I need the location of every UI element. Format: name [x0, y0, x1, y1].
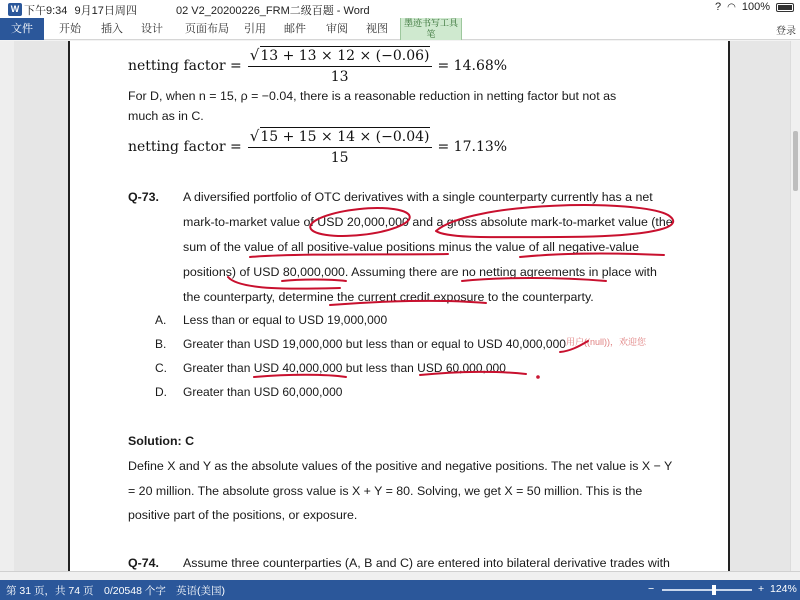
option-letter: D.: [155, 385, 167, 399]
battery-icon: [776, 3, 794, 12]
option-text: Greater than USD 19,000,000 but less than or equal to USD 40,000,000: [183, 337, 566, 351]
formula-lhs: netting factor =: [128, 57, 242, 74]
sqrt-symbol: √: [249, 127, 260, 145]
formula-result: = 17.13%: [437, 138, 508, 155]
formula-netting-c: [128, 46, 507, 85]
system-title-bar: [0, 0, 800, 18]
formula-lhs: netting factor =: [128, 138, 242, 155]
solution-line: Define X and Y as the absolute values of the positive and negative positions. The net value is X − Y: [128, 459, 673, 473]
vertical-scrollbar[interactable]: [790, 41, 800, 571]
tab-design[interactable]: 设计: [141, 23, 163, 35]
wifi-icon: ◠: [727, 1, 736, 13]
option-text: Greater than USD 40,000,000 but less than USD 60,000,000: [183, 361, 506, 375]
zoom-in-button[interactable]: +: [758, 583, 765, 595]
tab-view[interactable]: 视图: [366, 23, 388, 35]
user-watermark: 用户((null))，欢迎您: [566, 337, 646, 347]
formula-denominator: 13: [330, 69, 349, 85]
tab-home[interactable]: 开始: [59, 23, 81, 35]
zoom-slider[interactable]: [662, 589, 752, 591]
language-indicator[interactable]: 英语(美国): [176, 585, 225, 597]
tab-insert[interactable]: 插入: [101, 23, 123, 35]
option-text: Less than or equal to USD 19,000,000: [183, 313, 388, 327]
radicand: 15 + 15 × 14 × (−0.04): [260, 129, 430, 145]
tab-references[interactable]: 引用: [244, 23, 266, 35]
status-bar: [0, 580, 800, 600]
formula-numerator: [248, 127, 432, 148]
ink-tools-group: [400, 18, 462, 40]
question-label: Q-74.: [128, 556, 159, 570]
question-line: Assume three counterparties (A, B and C) are entered into bilateral derivative trades with: [183, 556, 670, 570]
left-margin-strip: [0, 41, 14, 571]
option-letter: C.: [155, 361, 167, 375]
login-link[interactable]: 登录: [776, 26, 796, 37]
formula-fraction: [248, 46, 432, 85]
paragraph-line: much as in C.: [128, 109, 204, 123]
horizontal-scrollbar[interactable]: [0, 571, 800, 580]
document-title: 02 V2_20200226_FRM二级百题 - Word: [176, 5, 370, 17]
option-letter: A.: [155, 313, 167, 327]
formula-numerator: [248, 46, 432, 67]
ink-tools-title: 墨迹书写工具: [403, 18, 458, 28]
page-count[interactable]: 第 31 页，共 74 页: [6, 585, 94, 597]
system-status-left: [4, 2, 141, 18]
radicand: 13 + 13 × 12 × (−0.06): [260, 48, 430, 64]
tab-pen[interactable]: 笔: [426, 29, 436, 39]
question-line: sum of the value of all positive-value positions minus the value of all negative-value: [183, 240, 639, 254]
document-canvas[interactable]: [0, 41, 800, 571]
solution-line: positive part of the positions, or exposure.: [128, 508, 358, 522]
question-line: positions) of USD 80,000,000. Assuming there are no netting agreements in place with: [183, 265, 657, 279]
zoom-slider-knob[interactable]: [712, 585, 716, 595]
question-line: the counterparty, determine the current credit exposure to the counterparty.: [183, 290, 594, 304]
word-count[interactable]: 0/20548 个字: [104, 585, 166, 597]
solution-line: = 20 million. The absolute gross value is X + Y = 80. Solving, we get X = 50 million. This is the: [128, 484, 643, 498]
formula-denominator: 15: [330, 150, 349, 166]
ribbon-tab-bar: [0, 18, 800, 40]
scrollbar-thumb[interactable]: [793, 131, 798, 191]
question-line: mark-to-market value of USD 20,000,000 and a gross absolute mark-to-market value (the: [183, 215, 673, 229]
zoom-level[interactable]: 124%: [770, 583, 797, 595]
formula-netting-d: [128, 127, 507, 166]
clock-time: 下午9:34: [24, 5, 68, 17]
formula-result: = 14.68%: [437, 57, 508, 74]
tab-page-layout[interactable]: 页面布局: [185, 23, 229, 35]
word-app-icon[interactable]: W: [8, 3, 22, 16]
option-text: Greater than USD 60,000,000: [183, 385, 343, 399]
paragraph-line: For D, when n = 15, ρ = −0.04, there is a reasonable reduction in netting factor but not as: [128, 89, 617, 103]
tab-file[interactable]: 文件: [0, 18, 44, 40]
zoom-out-button[interactable]: −: [648, 583, 655, 595]
help-icon[interactable]: ?: [715, 1, 722, 13]
system-status-right: [715, 1, 794, 13]
question-label: Q-73.: [128, 190, 159, 204]
sqrt-symbol: √: [249, 46, 260, 64]
formula-fraction: [248, 127, 432, 166]
battery-percent: 100%: [741, 1, 770, 13]
solution-label: Solution: C: [128, 434, 195, 448]
question-line: A diversified portfolio of OTC derivatives with a single counterparty currently has a net: [183, 190, 653, 204]
tab-review[interactable]: 审阅: [326, 23, 348, 35]
tab-mailings[interactable]: 邮件: [284, 23, 306, 35]
option-letter: B.: [155, 337, 167, 351]
clock-date: 9月17日周四: [74, 5, 137, 17]
